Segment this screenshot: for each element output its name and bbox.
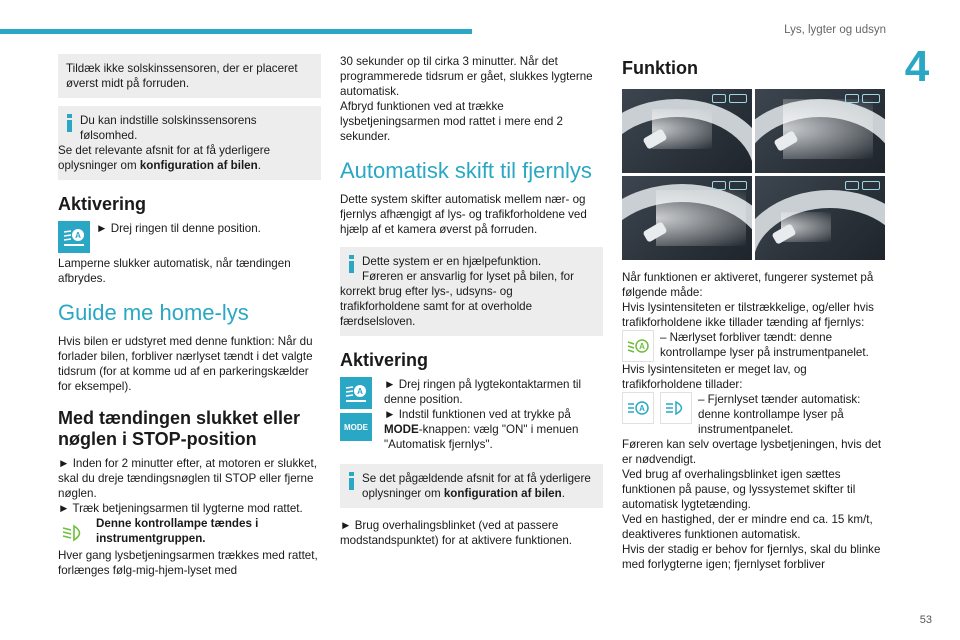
info-box-sensitivity [58,106,321,180]
heading-funktion: Funktion [622,58,698,78]
heading-automatic-high-beam: Automatisk skift til fjernlys [340,158,592,183]
info-text-2 [58,143,313,173]
heading-guide-me-home: Guide me home-lys [58,300,249,325]
svg-text:A: A [357,387,363,396]
low-beam-text: – Nærlyset forbliver tændt: denne kontrollampe lyser på instrumentpanelet. [660,331,869,359]
ignition-lamp-row [58,516,321,548]
note-box-sensor [58,54,321,98]
svg-text:A: A [639,342,645,351]
auto-headlamp-icon [340,377,372,409]
continued-text-2: Afbryd funktionen ved at trække lysbetjeningsarmen mod rattet i mere end 2 sekunder. [340,100,563,143]
info-box-assist [340,247,603,336]
config-text-post: . [561,487,565,500]
aktivering-step-text: ► Drej ringen til denne position. [96,222,261,235]
function-illustrations [622,89,887,260]
low-beam-row [622,330,887,362]
high-beam-lamp-icon [660,392,692,424]
funktion-intro-1: Når funktionen er aktiveret, fungerer systemet på følgende måde: [622,271,874,299]
config-text-bold: konfiguration af bilen [443,487,562,500]
heading-aktivering-2: Aktivering [340,350,429,370]
info-text-2-post: . [257,159,261,172]
high-beam-text: – Fjernlyset tænder automatisk: denne kontrollampe lyser på instrumentpanelet. [698,393,861,436]
dipped-beam-lamp-icon [58,516,90,548]
auto-step-2-bold: MODE [384,423,419,436]
column-2 [340,54,603,554]
ignition-lamp-text: Denne kontrollampe tændes i instrumentgruppen. [96,517,259,545]
auto-steps [384,377,603,458]
page-header-title: Lys, lygter og udsyn [784,24,886,36]
auto-step-2-post: -knappen: vælg "ON" i menuen "Automatisk fjernlys". [384,423,579,451]
auto-low-beam-lamp-icon [622,330,654,362]
ignition-step-1: ► Inden for 2 minutter efter, at motoren er slukket, skal du dreje tændingsnøglen til STOP eller fjerne nøglen. [58,457,317,500]
funktion-intro-2: Hvis lysintensiteten er tilstrækkelige, og/eller hvis trafikforholdene ikke tillader tænding af fjernlys: [622,301,874,329]
low-light-text: Hvis lysintensiteten er meget lav, og trafikforholdene tillader: [622,363,807,391]
column-1 [58,54,321,584]
note-text: Tildæk ikke solskinssensoren, der er placeret øverst midt på forruden. [66,62,298,90]
auto-headlamp-icon [58,221,90,253]
config-text-pre: Se det pågældende afsnit for at få yderligere oplysninger om [362,472,591,500]
speed-text: Ved en hastighed, der er mindre end ca. 15 km/t, deaktiveres funktionen automatisk. [622,513,873,541]
high-beam-row [622,392,887,437]
svg-text:A: A [639,404,645,413]
mode-button-icon: MODE [340,413,372,441]
continued-text: 30 sekunder op til cirka 3 minutter. Når det programmerede tidsrum er gået, slukkes lygterne automatisk. [340,55,593,98]
column-3 [622,54,887,578]
auto-step-2 [384,407,603,452]
illustration-low-beam-2 [755,176,885,260]
auto-step-1: ► Drej ringen på lygtekontaktarmen til denne position. [384,378,582,406]
heading-aktivering: Aktivering [58,194,147,214]
info-box-config [340,464,603,508]
ignition-step-2: ► Træk betjeningsarmen til lygterne mod rattet. [58,502,303,515]
auto-step-2-pre: ► Indstil funktionen ved at trykke på [384,408,571,421]
auto-high-beam-lamp-icon [622,392,654,424]
still-needed-text: Hvis der stadig er behov for fjernlys, skal du blinke med forlygterne igen; fjernlyset forbliver [622,543,881,571]
flash-text: Ved brug af overhalingsblinket igen sættes funktionen på pause, og lyssystemet skifter til automatisk lygtetænding. [622,468,856,511]
header-accent-bar [0,29,472,34]
info-icon [348,472,355,490]
illustration-high-beam-2 [622,176,752,260]
ignition-text: Hver gang lysbetjeningsarmen trækkes med rattet, forlænges følg-mig-hjem-lyset med [58,549,318,577]
svg-text:A: A [75,231,81,240]
info-text-2-bold: konfiguration af bilen [139,159,258,172]
config-text [340,471,595,501]
info-text-1: Du kan indstille solskinssensorens følsomhed. [80,114,257,142]
auto-step-row [340,377,603,458]
info-text-2-pre: Se det relevante afsnit for at få yderligere oplysninger om [58,144,271,172]
assist-line-2: Føreren er ansvarlig for lyset på bilen, for korrekt brug efter lys-, udsyns- og trafikforholdene samt for at overholde færdselsloven. [340,270,574,328]
auto-step-3: ► Brug overhalingsblinket (ved at passere modstandspunktet) for at aktivere funktionen. [340,519,573,547]
page-number: 53 [919,614,932,626]
info-icon [66,114,73,132]
auto-text: Dette system skifter automatisk mellem nær- og fjernlys afhængigt af lys- og trafikforholdene ved hjælp af et kamera øverst på forruden. [340,193,587,236]
guide-text: Hvis bilen er udstyret med denne funktion: Når du forlader bilen, forbliver nærlyset tændt i det valgte tidsrum (for at komme ud af en parkeringskælder for eksempel). [58,335,313,393]
assist-line-1: Dette system er en hjælpefunktion. [362,255,542,268]
aktivering-step-row [58,221,321,253]
chapter-number: 4 [904,42,930,91]
illustration-low-beam-1 [622,89,752,173]
aktivering-text: Lamperne slukker automatisk, når tændingen afbrydes. [58,257,291,285]
auto-step-icons [340,377,378,441]
heading-ignition-off: Med tændingen slukket eller nøglen i STOP-position [58,408,301,449]
illustration-high-beam-1 [755,89,885,173]
driver-text: Føreren kan selv overtage lysbetjeningen, hvis det er nødvendigt. [622,438,882,466]
info-icon [348,255,355,273]
